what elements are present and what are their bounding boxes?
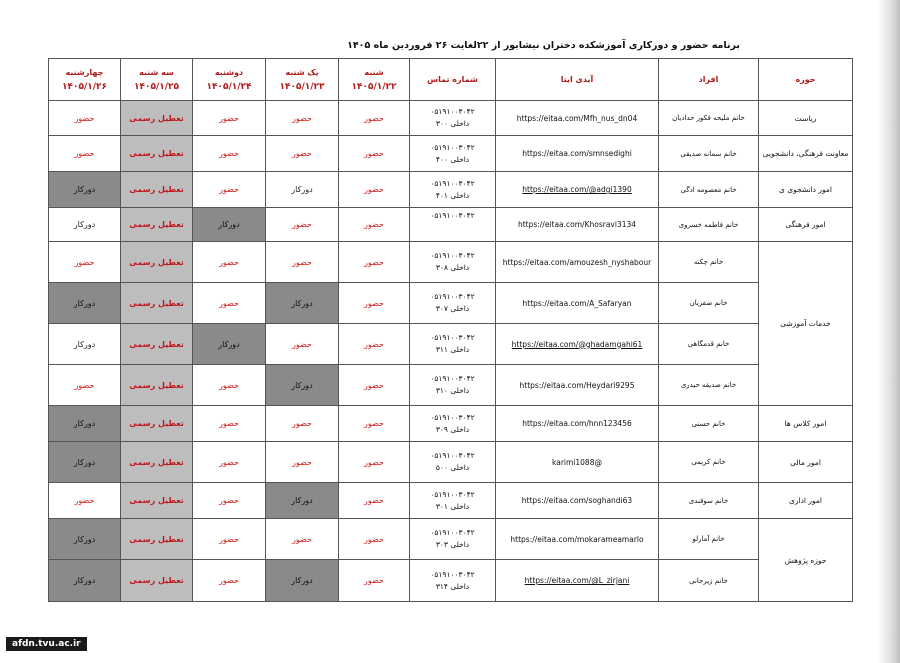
status-tue: تعطیل رسمی: [121, 560, 193, 602]
status-tue: تعطیل رسمی: [121, 365, 193, 406]
eitaa-id-cell[interactable]: https://eitaa.com/Khosravi3134: [496, 208, 659, 242]
person-name: خانم ملیحه فکور حدادیان: [659, 101, 759, 136]
status-mon: حضور: [193, 560, 266, 602]
eitaa-id-cell[interactable]: https://eitaa.com/Heydari9295: [496, 365, 659, 406]
status-sat: حضور: [339, 442, 410, 483]
status-mon: حضور: [193, 442, 266, 483]
status-tue: تعطیل رسمی: [121, 283, 193, 324]
status-wed: دورکار: [49, 208, 121, 242]
status-sun: حضور: [266, 324, 339, 365]
eitaa-id-cell[interactable]: https://eitaa.com/hnn123456: [496, 406, 659, 442]
status-tue: تعطیل رسمی: [121, 324, 193, 365]
phone-cell: ۰۵۱۹۱۰۰۳۰۴۲ داخلی ۳۰۱: [410, 483, 496, 519]
status-sun: دورکار: [266, 283, 339, 324]
phone-cell: ۰۵۱۹۱۰۰۳۰۴۲ داخلی ۴۰۰: [410, 136, 496, 172]
status-sat: حضور: [339, 242, 410, 283]
status-tue: تعطیل رسمی: [121, 483, 193, 519]
status-sun: حضور: [266, 208, 339, 242]
status-mon: دورکار: [193, 208, 266, 242]
header-eitaa: آیدی ایتا: [496, 59, 659, 101]
status-mon: حضور: [193, 172, 266, 208]
unit-cell: امور اداری: [759, 483, 853, 519]
status-sat: حضور: [339, 406, 410, 442]
person-name: خانم صدیقه حیدری: [659, 365, 759, 406]
eitaa-id-cell[interactable]: karimi1088@: [496, 442, 659, 483]
unit-cell: امور فرهنگی: [759, 208, 853, 242]
status-sun: حضور: [266, 442, 339, 483]
status-mon: حضور: [193, 101, 266, 136]
eitaa-id-cell[interactable]: https://eitaa.com/mokarameamarlo: [496, 519, 659, 560]
status-sun: حضور: [266, 101, 339, 136]
header-day-tuesday: سه شنبه ۱۴۰۵/۱/۲۵: [121, 59, 193, 101]
header-day-sunday: یک شنبه ۱۴۰۵/۱/۲۳: [266, 59, 339, 101]
eitaa-id-cell[interactable]: https://eitaa.com/@adgi1390: [496, 172, 659, 208]
status-mon: حضور: [193, 283, 266, 324]
unit-cell: امور مالی: [759, 442, 853, 483]
eitaa-id-cell[interactable]: https://eitaa.com/soghandi63: [496, 483, 659, 519]
status-wed: دورکار: [49, 283, 121, 324]
status-wed: دورکار: [49, 442, 121, 483]
status-tue: تعطیل رسمی: [121, 101, 193, 136]
page-edge-shadow: [878, 0, 900, 663]
status-wed: دورکار: [49, 519, 121, 560]
table-row: [49, 324, 853, 365]
person-name: خانم کریمی: [659, 442, 759, 483]
status-sun: دورکار: [266, 172, 339, 208]
status-wed: دورکار: [49, 560, 121, 602]
table-row: [49, 442, 853, 483]
status-wed: دورکار: [49, 406, 121, 442]
unit-cell: خدمات آموزشی: [759, 242, 853, 406]
status-sun: حضور: [266, 136, 339, 172]
table-row: [49, 136, 853, 172]
person-name: خانم آمارلو: [659, 519, 759, 560]
unit-cell: امور دانشجوی ی: [759, 172, 853, 208]
status-wed: حضور: [49, 242, 121, 283]
phone-cell: ۰۵۱۹۱۰۰۳۰۴۲ داخلی ۳۱۱: [410, 324, 496, 365]
table-row: [49, 560, 853, 602]
header-phone: شماره تماس: [410, 59, 496, 101]
table-row: [49, 242, 853, 283]
eitaa-id-cell[interactable]: https://eitaa.com/A_Safaryan: [496, 283, 659, 324]
person-name: خانم چکنه: [659, 242, 759, 283]
status-tue: تعطیل رسمی: [121, 208, 193, 242]
status-tue: تعطیل رسمی: [121, 172, 193, 208]
header-unit: حوزه: [759, 59, 853, 101]
table-row: [49, 283, 853, 324]
table-row: [49, 406, 853, 442]
status-mon: حضور: [193, 483, 266, 519]
header-day-saturday: شنبه ۱۴۰۵/۱/۲۲: [339, 59, 410, 101]
table-row: [49, 483, 853, 519]
status-mon: حضور: [193, 519, 266, 560]
status-tue: تعطیل رسمی: [121, 442, 193, 483]
person-name: خانم فاطمه خسروی: [659, 208, 759, 242]
table-row: [49, 365, 853, 406]
status-mon: حضور: [193, 365, 266, 406]
status-sat: حضور: [339, 283, 410, 324]
status-sun: دورکار: [266, 483, 339, 519]
unit-cell: امور کلاس ها: [759, 406, 853, 442]
phone-cell: ۰۵۱۹۱۰۰۳۰۴۲ داخلی ۴۰۱: [410, 172, 496, 208]
person-name: خانم معصومه ادگی: [659, 172, 759, 208]
unit-cell: معاونت فرهنگی، دانشجویی: [759, 136, 853, 172]
phone-cell: ۰۵۱۹۱۰۰۳۰۴۲ داخلی ۵۰۰: [410, 442, 496, 483]
phone-cell: ۰۵۱۹۱۰۰۳۰۴۲ داخلی ۳۰۳: [410, 519, 496, 560]
table-row: [49, 101, 853, 136]
phone-cell: ۰۵۱۹۱۰۰۳۰۴۲ داخلی ۳۱۴: [410, 560, 496, 602]
status-mon: حضور: [193, 136, 266, 172]
status-mon: حضور: [193, 406, 266, 442]
status-sat: حضور: [339, 101, 410, 136]
status-sat: حضور: [339, 365, 410, 406]
status-wed: دورکار: [49, 324, 121, 365]
header-day-monday: دوشنبه ۱۴۰۵/۱/۲۴: [193, 59, 266, 101]
status-tue: تعطیل رسمی: [121, 242, 193, 283]
phone-cell: ۰۵۱۹۱۰۰۳۰۴۲ داخلی ۳۰۰: [410, 101, 496, 136]
unit-cell: حوزه پژوهش: [759, 519, 853, 602]
eitaa-id-cell[interactable]: https://eitaa.com/@ghadamgahi61: [496, 324, 659, 365]
status-tue: تعطیل رسمی: [121, 519, 193, 560]
status-tue: تعطیل رسمی: [121, 136, 193, 172]
status-mon: دورکار: [193, 324, 266, 365]
status-wed: دورکار: [49, 172, 121, 208]
phone-cell: ۰۵۱۹۱۰۰۳۰۴۲: [410, 208, 496, 242]
header-row: [49, 59, 853, 101]
status-sat: حضور: [339, 483, 410, 519]
status-sat: حضور: [339, 324, 410, 365]
status-sat: حضور: [339, 208, 410, 242]
status-tue: تعطیل رسمی: [121, 406, 193, 442]
status-sun: حضور: [266, 406, 339, 442]
phone-cell: ۰۵۱۹۱۰۰۳۰۴۲ داخلی ۳۰۹: [410, 406, 496, 442]
table-row: [49, 172, 853, 208]
table-row: [49, 519, 853, 560]
eitaa-id-cell[interactable]: https://eitaa.com/amouzesh_nyshabour: [496, 242, 659, 283]
status-mon: حضور: [193, 242, 266, 283]
status-sat: حضور: [339, 136, 410, 172]
person-name: خانم سوقندی: [659, 483, 759, 519]
header-day-wednesday: چهارشنبه ۱۴۰۵/۱/۲۶: [49, 59, 121, 101]
status-wed: حضور: [49, 101, 121, 136]
header-person: افراد: [659, 59, 759, 101]
eitaa-id-cell[interactable]: https://eitaa.com/Mfh_nus_dn04: [496, 101, 659, 136]
phone-cell: ۰۵۱۹۱۰۰۳۰۴۲ داخلی ۳۰۸: [410, 242, 496, 283]
schedule-table: [48, 58, 853, 602]
person-name: خانم صفریان: [659, 283, 759, 324]
person-name: خانم زیرجانی: [659, 560, 759, 602]
table-row: [49, 208, 853, 242]
person-name: خانم قدمگاهی: [659, 324, 759, 365]
person-name: خانم سمانه صدیقی: [659, 136, 759, 172]
status-sun: دورکار: [266, 365, 339, 406]
status-sat: حضور: [339, 519, 410, 560]
person-name: خانم حسنی: [659, 406, 759, 442]
status-sun: حضور: [266, 242, 339, 283]
status-sun: حضور: [266, 519, 339, 560]
eitaa-id-cell[interactable]: https://eitaa.com/smnsedighi: [496, 136, 659, 172]
phone-cell: ۰۵۱۹۱۰۰۳۰۴۲ داخلی ۳۱۰: [410, 365, 496, 406]
status-sun: دورکار: [266, 560, 339, 602]
eitaa-id-cell[interactable]: https://eitaa.com/@L_zirjani: [496, 560, 659, 602]
status-wed: حضور: [49, 365, 121, 406]
status-sat: حضور: [339, 560, 410, 602]
document-title: برنامه حضور و دورکاری آموزشکده دختران نیشابور از ۲۲لغایت ۲۶ فروردین ماه ۱۴۰۵: [347, 40, 740, 51]
status-wed: حضور: [49, 483, 121, 519]
phone-cell: ۰۵۱۹۱۰۰۳۰۴۲ داخلی ۳۰۷: [410, 283, 496, 324]
footer-url-badge: afdn.tvu.ac.ir: [6, 637, 87, 651]
status-sat: حضور: [339, 172, 410, 208]
status-wed: حضور: [49, 136, 121, 172]
unit-cell: ریاست: [759, 101, 853, 136]
